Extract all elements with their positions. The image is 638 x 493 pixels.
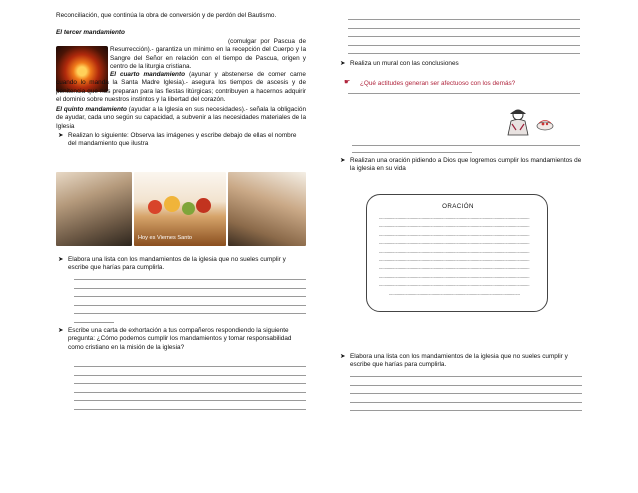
arrow-bullet-icon: ➤ xyxy=(58,256,64,263)
photo-caption: Hoy es Viernes Santo xyxy=(138,235,193,241)
bullet-lista-right xyxy=(338,353,584,370)
tercer-title: El tercer mandamiento xyxy=(56,29,125,36)
oracion-line[interactable]: .......................................................................................................................................... xyxy=(379,248,530,255)
paragraph-reconciliacion: Reconciliación, que continúa la obra de conversión y de perdón del Bautismo. xyxy=(56,12,277,19)
quinto-text: (ayudar a la Iglesia en sus necesidades).- señala la obligación de ayudar, cada uno según su capacidad, a subvenir a las necesidades materiales de la Iglesia xyxy=(56,106,307,130)
oracion-line[interactable]: .......................................................................................................................................... xyxy=(379,223,530,230)
fruit-apple xyxy=(196,198,211,213)
bullet-mural xyxy=(338,60,584,68)
answer-lines-1[interactable] xyxy=(74,279,306,331)
photo-fruit-basket xyxy=(134,172,226,246)
tercer-text: (comulgar por Pascua de Resurrección).- garantiza un mínimo en la recepción del Cuerpo y la Sangre del Señor en relación con el tiempo de Pascua, origen y centro de la liturgia cristiana. xyxy=(110,38,306,70)
cuarto-title: El cuarto mandamiento xyxy=(110,71,185,78)
oracion-line[interactable]: .......................................................................................................................................... xyxy=(379,273,530,280)
bullet-lista-left-text: Elabora una lista con los mandamientos de la iglesia que no sueles cumplir y escribe que harías para cumplirla. xyxy=(68,256,286,272)
answer-lines-right-bottom[interactable] xyxy=(350,376,582,419)
oracion-line[interactable]: ........................................................................................................................ xyxy=(389,290,520,297)
tercer-mandamiento-block xyxy=(56,29,306,37)
arrow-bullet-icon: ➤ xyxy=(58,132,64,140)
fruit-yellow xyxy=(164,196,180,212)
pointing-hand-icon: ☛ xyxy=(344,79,351,86)
photo-people xyxy=(228,172,306,246)
bullet-carta xyxy=(56,327,306,352)
child-drawing xyxy=(500,108,558,138)
oracion-line[interactable]: .......................................................................................................................................... xyxy=(379,257,530,264)
photo-family-meal xyxy=(56,172,132,246)
bullet-carta-text: Escribe una carta de exhortación a tus compañeros respondiendo la siguiente pregunta: ¿Cómo podemos cumplir los mandamientos y tomar responsabilidad como cristiano en la misión de la iglesia? xyxy=(68,327,292,351)
oracion-line[interactable]: .......................................................................................................................................... xyxy=(379,215,530,221)
arrow-bullet-icon: ➤ xyxy=(340,353,346,360)
bullet-observa xyxy=(56,132,306,149)
answer-lines-2[interactable] xyxy=(74,366,306,418)
oracion-line[interactable]: .......................................................................................................................................... xyxy=(379,282,530,289)
left-column xyxy=(56,12,306,20)
oracion-line[interactable]: .......................................................................................................................................... xyxy=(379,231,530,238)
question-text: ¿Qué actitudes generan ser afectuoso con los demás? xyxy=(360,80,516,87)
cuarto-text: (ayunar y abstenerse de comer carne cuando lo manda la Santa Madre Iglesia).- asegura los tiempos de ascesis y de penitencia que nos preparan para las fiestas litúrgicas; contribuyen a hacernos adquirir el dominio sobre nuestros instintos y la libertad del corazón. xyxy=(56,71,306,103)
photo-strip xyxy=(56,172,306,246)
cuarto-mandamiento-block xyxy=(56,71,306,149)
oracion-title: ORACIÓN xyxy=(442,203,474,210)
bullet-oracion xyxy=(338,157,584,174)
bullet-oracion-text: Realizan una oración pidiendo a Dios que logremos cumplir los mandamientos de la iglesia en su vida xyxy=(350,157,582,173)
arrow-bullet-icon: ➤ xyxy=(340,60,346,67)
quinto-title: El quinto mandamiento xyxy=(56,106,127,114)
bullet-observa-text: Realizan lo siguiente: Observa las imágenes y escribe debajo de ellas el nombre del mandamiento que ilustra xyxy=(68,132,297,148)
oracion-line[interactable]: .......................................................................................................................................... xyxy=(379,240,530,247)
bullet-mural-text: Realiza un mural con las conclusiones xyxy=(350,60,459,67)
answer-lines-top-right[interactable] xyxy=(348,19,580,62)
arrow-bullet-icon: ➤ xyxy=(340,157,346,164)
bullet-lista-right-text: Elabora una lista con los mandamientos de la iglesia que no sueles cumplir y escribe que harías para cumplirla. xyxy=(350,353,568,369)
bullet-lista-left xyxy=(56,256,306,273)
tercer-text-side xyxy=(110,38,306,71)
oracion-box[interactable] xyxy=(366,194,548,312)
arrow-bullet-icon: ➤ xyxy=(58,327,64,334)
fruit-red xyxy=(148,200,162,214)
answer-line-question[interactable] xyxy=(348,93,580,102)
fruit-green xyxy=(182,202,195,215)
oracion-line[interactable]: .......................................................................................................................................... xyxy=(379,265,530,272)
question-block xyxy=(338,80,584,88)
